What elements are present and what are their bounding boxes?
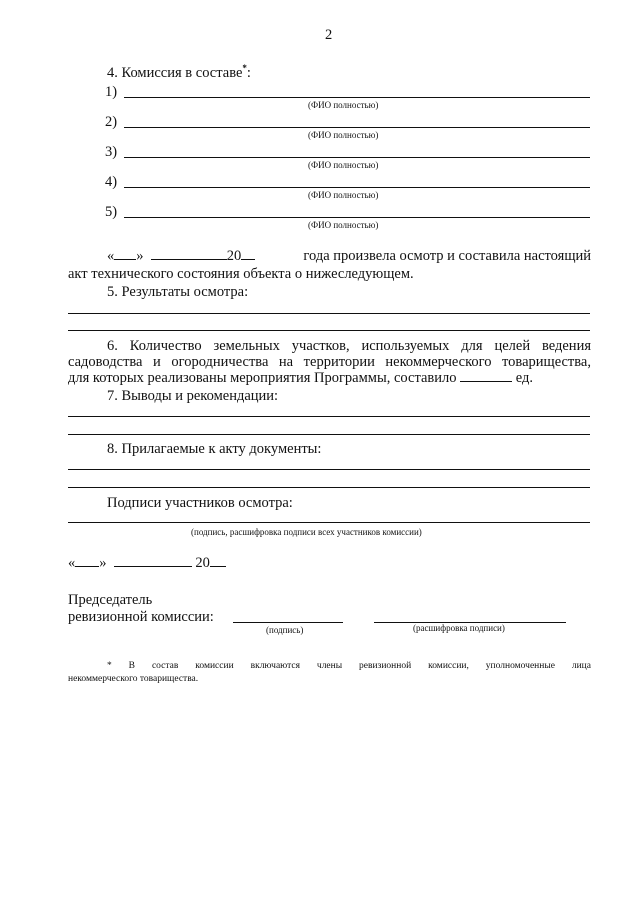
conclusions-line[interactable] <box>68 434 590 435</box>
date-day-blank[interactable] <box>75 554 99 567</box>
member-name-line[interactable] <box>124 187 590 188</box>
chairman-title: Председатель <box>68 592 153 608</box>
page-number: 2 <box>325 27 333 43</box>
act-date <box>68 554 226 572</box>
member-number: 5) <box>105 204 118 220</box>
commission-colon: : <box>246 65 251 81</box>
member-caption: (ФИО полностью) <box>308 160 379 170</box>
date-month-blank[interactable] <box>114 554 192 567</box>
member-name-line[interactable] <box>124 127 590 128</box>
month-blank[interactable] <box>151 247 227 260</box>
footnote-line-1: * В состав комиссии включаются члены ревизионной комиссии, уполномоченные лица <box>107 661 591 671</box>
inspection-line-1-rest: года произвела осмотр и составила настоящий <box>303 248 591 264</box>
chairman-title-line-2: ревизионной комиссии: <box>68 609 214 625</box>
results-line[interactable] <box>68 313 590 314</box>
date-year-prefix: 20 <box>195 555 210 571</box>
plots-count-blank[interactable] <box>460 369 512 382</box>
footnote-line-2: некоммерческого товарищества. <box>68 674 199 684</box>
plots-line-3 <box>68 369 533 387</box>
plots-unit: ед. <box>515 370 533 386</box>
open-quote: « <box>107 248 115 264</box>
year-blank[interactable] <box>241 247 255 260</box>
attachments-heading: 8. Прилагаемые к акту документы: <box>107 441 322 457</box>
plots-line-1: 6. Количество земельных участков, используемых для целей ведения <box>107 338 591 354</box>
date-close-quote: » <box>99 555 107 571</box>
member-caption: (ФИО полностью) <box>308 190 379 200</box>
signatures-caption: (подпись, расшифровка подписи всех участников комиссии) <box>191 527 422 537</box>
member-caption: (ФИО полностью) <box>308 100 379 110</box>
signatures-heading: Подписи участников осмотра: <box>107 495 293 511</box>
inspection-line-2: акт технического состояния объекта о нижеследующем. <box>68 266 414 282</box>
member-caption: (ФИО полностью) <box>308 220 379 230</box>
date-year-blank[interactable] <box>210 554 226 567</box>
member-name-line[interactable] <box>124 97 590 98</box>
commission-heading <box>107 64 251 83</box>
member-caption: (ФИО полностью) <box>308 130 379 140</box>
chairman-decoding-caption: (расшифровка подписи) <box>413 623 505 633</box>
year-prefix: 20 <box>226 248 242 264</box>
conclusions-heading: 7. Выводы и рекомендации: <box>107 388 279 404</box>
chairman-signature-caption: (подпись) <box>266 625 304 635</box>
attachments-line[interactable] <box>68 487 590 488</box>
member-number: 2) <box>105 114 118 130</box>
member-number: 3) <box>105 144 118 160</box>
inspection-line-1 <box>107 247 591 265</box>
plots-line-3-start: для которых реализованы мероприятия Программы, составило <box>68 370 457 386</box>
conclusions-line[interactable] <box>68 416 590 417</box>
plots-line-2: садоводства и огородничества на территории некоммерческого товарищества, <box>68 354 591 370</box>
signatures-line[interactable] <box>68 522 590 523</box>
day-blank[interactable] <box>114 247 136 260</box>
member-number: 4) <box>105 174 118 190</box>
member-name-line[interactable] <box>124 157 590 158</box>
member-name-line[interactable] <box>124 217 590 218</box>
results-heading: 5. Результаты осмотра: <box>107 284 249 300</box>
close-quote: » <box>136 248 144 264</box>
chairman-signature-line[interactable] <box>233 622 343 623</box>
member-number: 1) <box>105 84 118 100</box>
commission-heading-text: 4. Комиссия в составе <box>107 65 243 81</box>
attachments-line[interactable] <box>68 469 590 470</box>
footnote-asterisk: * <box>242 63 247 73</box>
results-line[interactable] <box>68 330 590 331</box>
date-open-quote: « <box>68 555 76 571</box>
